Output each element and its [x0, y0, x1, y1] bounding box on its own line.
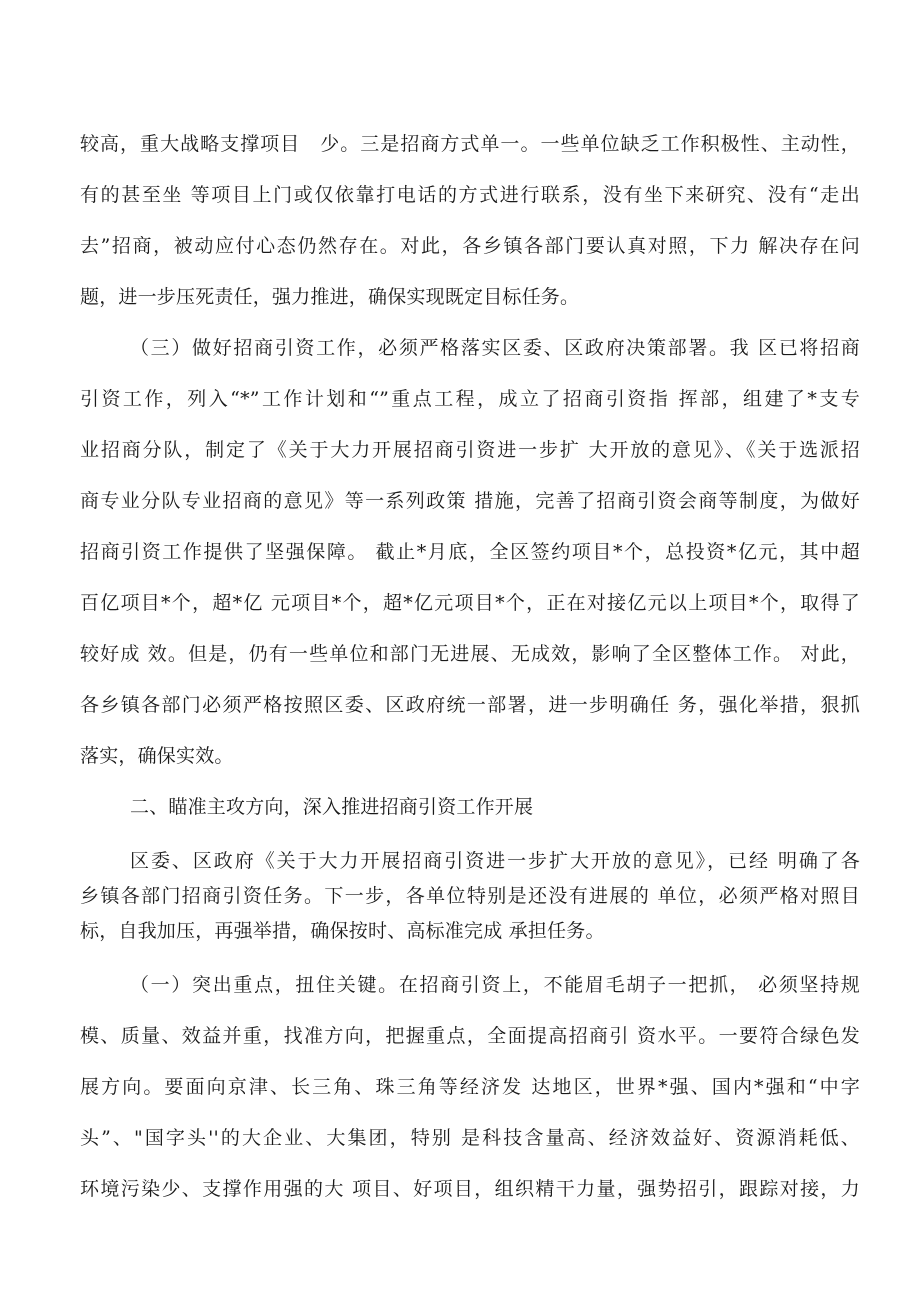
paragraph-line: 各乡镇各部门必须严格按照区委、区政府统一部署，进一步明确任 务，强化举措，狠抓: [80, 694, 860, 716]
paragraph-line: 有的甚至坐 等项目上门或仅依靠打电话的方式进行联系，没有坐下来研究、没有“走出: [80, 184, 860, 206]
paragraph-line: 百亿项目*个，超*亿 元项目*个，超*亿元项目*个，正在对接亿元以上项目*个，取得了: [80, 592, 860, 614]
paragraph-line: （一）突出重点，扭住关键。在招商引资上，不能眉毛胡子一把抓， 必须坚持规: [130, 974, 860, 996]
paragraph-line: 招商引资工作提供了坚强保障。 截止*月底，全区签约项目*个，总投资*亿元，其中超: [80, 541, 860, 563]
paragraph-line: 环境污染少、支撑作用强的大 项目、好项目，组织精干力量，强势招引，跟踪对接，力: [80, 1178, 860, 1200]
section-heading: 二、瞄准主攻方向，深入推进招商引资工作开展: [130, 796, 534, 818]
paragraph-line: 落实，确保实效。: [80, 745, 234, 767]
paragraph-line: 引资工作，列入“*”工作计划和“”重点工程，成立了招商引资指 挥部，组建了*支专: [80, 388, 860, 410]
paragraph-line: 标，自我加压，再强举措，确保按时、高标准完成 承担任务。: [80, 920, 605, 942]
paragraph-line: 业招商分队，制定了《关于大力开展招商引资进一步扩 大开放的意见》、《关于选派招: [80, 439, 860, 461]
paragraph-line: （三）做好招商引资工作，必须严格落实区委、区政府决策部署。我 区已将招商: [130, 337, 860, 359]
paragraph-line: 乡镇各部门招商引资任务。下一步，各单位特别是还没有进展的 单位，必须严格对照目: [80, 885, 860, 907]
paragraph-line: 区委、区政府《关于大力开展招商引资进一步扩大开放的意见》，已经 明确了各: [130, 850, 860, 872]
paragraph-line: 题，进一步压死责任，强力推进，确保实现既定目标任务。: [80, 286, 580, 308]
paragraph-line: 较好成 效。但是，仍有一些单位和部门无进展、无成效，影响了全区整体工作。 对此，: [80, 643, 860, 665]
paragraph-line: 商专业分队专业招商的意见》等一系列政策 措施，完善了招商引资会商等制度，为做好: [80, 490, 860, 512]
paragraph-line: 较高，重大战略支撑项目 少。三是招商方式单一。一些单位缺乏工作积极性、主动性，: [80, 133, 860, 155]
paragraph-line: 去”招商，被动应付心态仍然存在。对此，各乡镇各部门要认真对照，下力 解决存在问: [80, 235, 860, 257]
paragraph-line: 模、质量、效益并重，找准方向，把握重点，全面提高招商引 资水平。一要符合绿色发: [80, 1025, 860, 1047]
paragraph-line: 头”、"国字头''的大企业、大集团，特别 是科技含量高、经济效益好、资源消耗低、: [80, 1127, 860, 1149]
paragraph-line: 展方向。要面向京津、长三角、珠三角等经济发 达地区，世界*强、国内*强和“中字: [80, 1076, 860, 1098]
